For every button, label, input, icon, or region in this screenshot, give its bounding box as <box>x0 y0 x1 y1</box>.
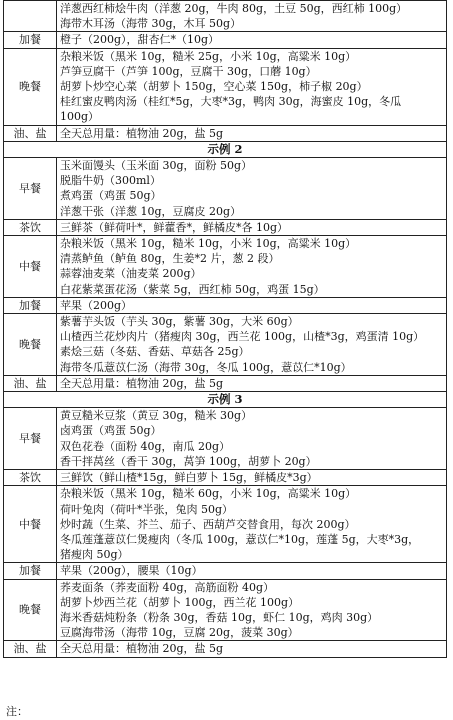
dish-line: 玉米面馒头（玉米面 30g，面粉 50g） <box>60 159 253 173</box>
dish-line: 杂粮米饭（黑米 10g，糙米 60g，小米 10g，高粱米 10g） <box>60 487 357 501</box>
meal-row <box>4 32 447 48</box>
dish-line: 胡萝卜炒西兰花（胡萝卜 100g，西兰花 100g） <box>60 595 300 609</box>
dish-line: 洋葱干张（洋葱 10g，豆腐皮 20g） <box>60 204 242 218</box>
dish-line: 山楂西兰花炒肉片（猪瘦肉 30g，西兰花 100g，山楂*3g，鸡蛋清 10g） <box>60 330 425 344</box>
meal-content <box>57 486 447 563</box>
meal-content <box>57 470 447 486</box>
dish-line: 洋葱西红柿烩牛肉（洋葱 20g，牛肉 80g，土豆 50g，西红柿 100g） <box>60 2 408 15</box>
meal-content <box>57 579 447 641</box>
dish-line: 芦笋豆腐干（芦笋 100g，豆腐干 30g，口蘑 10g） <box>60 64 317 78</box>
meal-category: 晚餐 <box>4 314 57 376</box>
dish-line: 冬瓜莲蓬薏苡仁煲瘦肉（冬瓜 100g，薏苡仁*10g，莲蓬 5g，大枣*3g， <box>60 532 420 546</box>
meal-row <box>4 48 447 125</box>
meal-category: 中餐 <box>4 236 57 298</box>
section-header <box>4 392 447 408</box>
meal-row <box>4 375 447 391</box>
meal-content <box>57 375 447 391</box>
meal-category: 茶饮 <box>4 470 57 486</box>
meal-row <box>4 641 447 657</box>
dish-line: 荞麦面条（荞麦面粉 40g，高筋面粉 40g） <box>60 580 275 594</box>
meal-category: 早餐 <box>4 158 57 220</box>
meal-row <box>4 563 447 579</box>
meal-row <box>4 314 447 376</box>
meal-content <box>57 408 447 470</box>
dish-line: 海带冬瓜薏苡仁汤（海带 30g，冬瓜 100g，薏苡仁*10g） <box>60 360 352 374</box>
meal-category: 加餐 <box>4 297 57 313</box>
dish-line: 香干拌莴丝（香干 30g，莴笋 100g，胡萝卜 20g） <box>60 454 317 468</box>
meal-content <box>57 219 447 235</box>
meal-category: 油、盐 <box>4 641 57 657</box>
meal-content <box>57 1 447 32</box>
meal-row <box>4 486 447 563</box>
dish-line: 荷叶兔肉（荷叶*半张，兔肉 50g） <box>60 502 234 516</box>
dish-line: 脱脂牛奶（300ml） <box>60 174 161 188</box>
meal-category <box>4 1 57 32</box>
meal-row <box>4 158 447 220</box>
meal-category: 油、盐 <box>4 125 57 141</box>
dish-line: 三鲜茶（鲜荷叶*，鲜藿香*，鲜橘皮*各 10g） <box>60 220 289 234</box>
meal-row <box>4 579 447 641</box>
dish-line: 全天总用量：植物油 20g，盐 5g <box>60 376 224 390</box>
meal-row <box>4 1 447 32</box>
dish-line: 杂粮米饭（黑米 10g，糙米 10g，小米 10g，高粱米 10g） <box>60 237 357 251</box>
meal-content <box>57 125 447 141</box>
menu-table <box>3 0 447 658</box>
dish-line: 黄豆糙米豆浆（黄豆 30g，糙米 30g） <box>60 409 253 423</box>
meal-row <box>4 236 447 298</box>
section-header <box>4 141 447 157</box>
dish-line: 苹果（200g） <box>60 298 133 312</box>
dish-line: 炒时蔬（生菜、芥兰、茄子、西葫芦交替食用，每次 200g） <box>60 517 356 531</box>
meal-category: 中餐 <box>4 486 57 563</box>
dish-line: 海米香菇炖粉条（粉条 30g，香菇 10g，虾仁 10g，鸡肉 30g） <box>60 610 379 624</box>
meal-category: 油、盐 <box>4 375 57 391</box>
dish-line: 素烩三菇（冬菇、香菇、草菇各 25g） <box>60 345 250 359</box>
dish-line: 煮鸡蛋（鸡蛋 50g） <box>60 189 162 203</box>
meal-category: 晚餐 <box>4 48 57 125</box>
dish-line: 蒜蓉油麦菜（油麦菜 200g） <box>60 267 202 281</box>
dish-line: 猪瘦肉 50g） <box>60 548 129 562</box>
menu-sheet <box>3 0 447 658</box>
section-title: 示例 2 <box>4 141 447 157</box>
dish-line: 紫薯芋头饭（芋头 30g，紫薯 30g，大米 60g） <box>60 315 299 329</box>
meal-row <box>4 219 447 235</box>
dish-line: 双色花卷（面粉 40g，南瓜 20g） <box>60 439 231 453</box>
dish-line: 橙子（200g），甜杏仁*（10g） <box>60 33 220 47</box>
dish-line: 全天总用量：植物油 20g，盐 5g <box>60 642 224 656</box>
dish-line: 全天总用量：植物油 20g，盐 5g <box>60 126 224 140</box>
meal-content <box>57 32 447 48</box>
dish-line: 清蒸鲈鱼（鲈鱼 80g，生姜*2 片，葱 2 段） <box>60 252 280 266</box>
meal-category: 加餐 <box>4 32 57 48</box>
meal-category: 晚餐 <box>4 579 57 641</box>
meal-row <box>4 125 447 141</box>
meal-content <box>57 48 447 125</box>
meal-content <box>57 236 447 298</box>
meal-row <box>4 408 447 470</box>
dish-line: 豆腐海带汤（海带 10g，豆腐 20g，菠菜 30g） <box>60 626 299 640</box>
dish-line: 海带木耳汤（海带 30g，木耳 50g） <box>60 17 242 31</box>
dish-line: 杂粮米饭（黑米 10g，糙米 25g，小米 10g，高粱米 10g） <box>60 49 357 63</box>
section-title: 示例 3 <box>4 392 447 408</box>
meal-row <box>4 297 447 313</box>
meal-category: 加餐 <box>4 563 57 579</box>
note-label: 注： <box>6 705 28 718</box>
meal-category: 早餐 <box>4 408 57 470</box>
dish-line: 三鲜饮（鲜山楂*15g，鲜白萝卜 15g，鲜橘皮*3g） <box>60 471 318 485</box>
meal-content <box>57 297 447 313</box>
meal-content <box>57 158 447 220</box>
dish-line: 胡萝卜炒空心菜（胡萝卜 150g，空心菜 150g，柿子椒 20g） <box>60 80 368 94</box>
meal-row <box>4 470 447 486</box>
dish-line: 白花紫菜蛋花汤（紫菜 5g，西红柿 50g，鸡蛋 15g） <box>60 282 325 296</box>
meal-content <box>57 641 447 657</box>
meal-content <box>57 563 447 579</box>
dish-line: 桂红蜜皮鸭肉汤（桂红*5g，大枣*3g，鸭肉 30g，海蜜皮 10g，冬瓜 <box>60 95 402 109</box>
meal-category: 茶饮 <box>4 219 57 235</box>
dish-line: 卤鸡蛋（鸡蛋 50g） <box>60 424 162 438</box>
menu-table-body <box>4 1 447 658</box>
dish-line: 100g） <box>60 110 100 124</box>
dish-line: 苹果（200g），腰果（10g） <box>60 564 203 578</box>
meal-content <box>57 314 447 376</box>
